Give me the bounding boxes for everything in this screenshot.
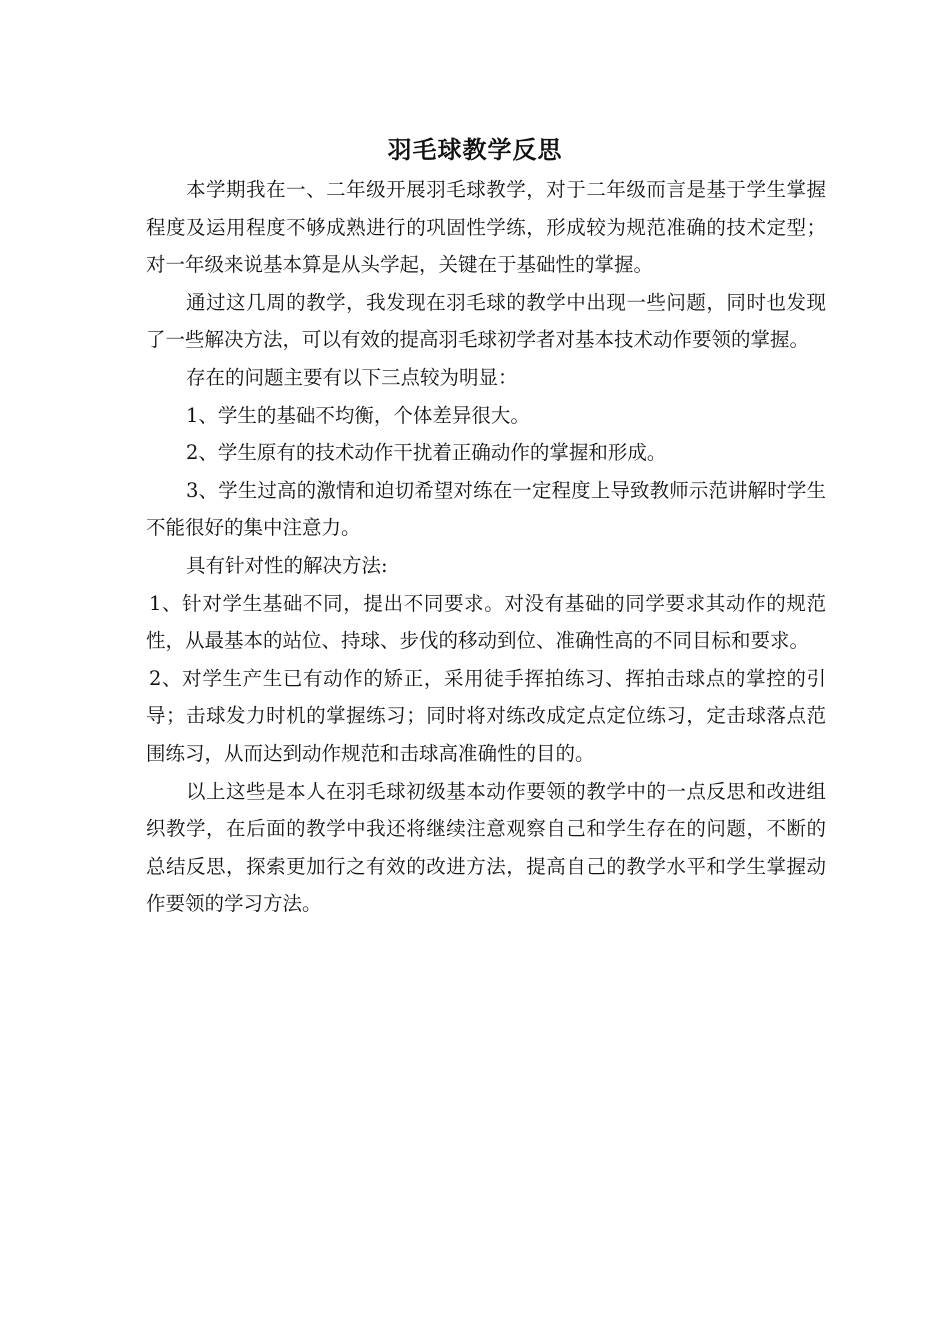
paragraph-problem-1: 1、学生的基础不均衡，个体差异很大。 [186,403,530,427]
paragraph-problem-3: 3、学生过高的激情和迫切希望对练在一定程度上导致教师示范讲解时学生不能很好的集中注意力。 [146,478,826,540]
paragraph-conclusion: 以上这些是本人在羽毛球初级基本动作要领的教学中的一点反思和改进组织教学，在后面的教学中我还将继续注意观察自己和学生存在的问题，不断的总结反思，探索更加行之有效的改进方法，提高自己的教学水平和学生掌握动作要领的学习方法。 [146,779,826,916]
paragraph-discovery: 通过这几周的教学，我发现在羽毛球的教学中出现一些问题，同时也发现了一些解决方法，可以有效的提高羽毛球初学者对基本技术动作要领的掌握。 [146,290,826,352]
paragraph-intro: 本学期我在一、二年级开展羽毛球教学，对于二年级而言是基于学生掌握程度及运用程度不够成熟进行的巩固性学练，形成较为规范准确的技术定型；对一年级来说基本算是从头学起，关键在于基础性的掌握。 [146,178,826,277]
document-body [146,171,826,923]
paragraph-solution-1: 1、针对学生基础不同，提出不同要求。对没有基础的同学要求其动作的规范性，从最基本的站位、持球、步伐的移动到位、准确性高的不同目标和要求。 [146,591,826,653]
paragraph-solution-2: 2、对学生产生已有动作的矫正，采用徒手挥拍练习、挥拍击球点的掌控的引导；击球发力时机的掌握练习；同时将对练改成定点定位练习，定击球落点范围练习，从而达到动作规范和击球高准确性的目的。 [146,666,826,765]
paragraph-problem-2: 2、学生原有的技术动作干扰着正确动作的掌握和形成。 [186,441,667,465]
document-title: 羽毛球教学反思 [387,135,563,164]
paragraph-solutions-heading: 具有针对性的解决方法: [186,553,388,577]
paragraph-problems-heading: 存在的问题主要有以下三点较为明显： [186,365,518,389]
